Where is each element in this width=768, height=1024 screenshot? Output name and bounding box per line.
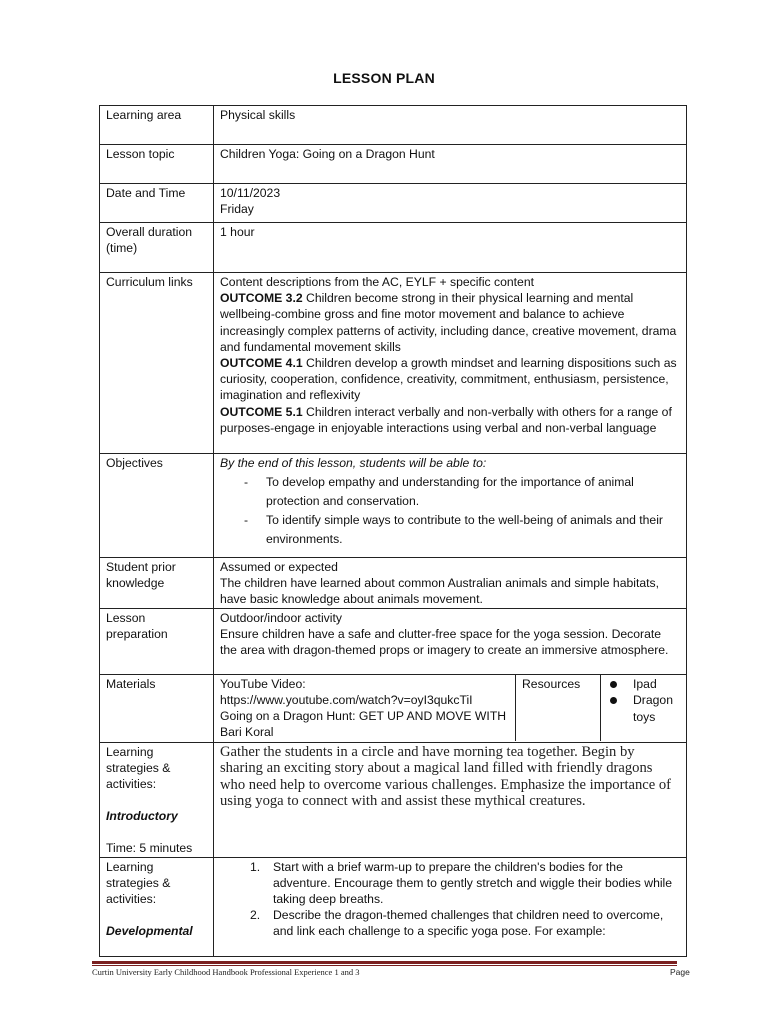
preparation-line1: Outdoor/indoor activity (220, 610, 342, 625)
developmental-list (220, 859, 680, 940)
resource-item: Dragon toys (607, 692, 682, 725)
materials-label: Materials (100, 674, 214, 742)
stage-label: Developmental (106, 924, 193, 939)
row-curriculum-links (100, 273, 687, 454)
outcome-text: Children interact verbally and non-verbally with others for a range of purposes-engage in enjoyable interactions using verbal and non-verbal language (220, 404, 672, 435)
row-learning-area (100, 106, 687, 145)
outcome-item (220, 290, 680, 355)
learning-area-label: Learning area (100, 106, 214, 145)
prior-knowledge-content (214, 558, 687, 609)
preparation-content (214, 608, 687, 674)
footer-text: Curtin University Early Childhood Handbook Professional Experience 1 and 3 (92, 967, 360, 977)
date-time-label: Date and Time (100, 184, 214, 223)
row-lesson-topic (100, 145, 687, 184)
duration-label: Overall duration (time) (100, 223, 214, 273)
item-text: Start with a brief warm-up to prepare the children's bodies for the adventure. Encourage them to gently stretch and wiggle their bodies while taking deep breaths. (273, 859, 673, 907)
objective-item: - To identify simple ways to contribute to the well-being of animals and their environments. (220, 511, 680, 549)
video-label: YouTube Video: (220, 676, 306, 691)
prior-knowledge-line1: Assumed or expected (220, 560, 338, 574)
duration-value: 1 hour (214, 223, 687, 273)
row-objectives (100, 454, 687, 558)
lesson-plan-table (99, 105, 687, 957)
strategies-label: Learning strategies & activities: (106, 859, 171, 907)
materials-grid (214, 675, 686, 741)
video-title: Going on a Dragon Hunt: GET UP AND MOVE WITH Bari Koral (220, 709, 507, 740)
introductory-content (214, 742, 687, 857)
objectives-list (220, 473, 680, 549)
date-value: 10/11/2023 (220, 186, 281, 200)
strategies-label: Learning strategies & activities: (106, 744, 171, 792)
learning-area-value: Physical skills (214, 106, 687, 145)
footer-rule (92, 961, 677, 964)
date-time-value (214, 184, 687, 223)
footer-rule-thin (92, 965, 677, 966)
row-developmental (100, 857, 687, 956)
introductory-label (100, 742, 214, 857)
developmental-content (214, 857, 687, 956)
page-title: LESSON PLAN (333, 70, 435, 86)
curriculum-intro: Content descriptions from the AC, EYLF + specific content (220, 275, 534, 289)
objectives-content (214, 454, 687, 558)
stage-label: Introductory (106, 809, 178, 824)
outcome-code: OUTCOME 5.1 (220, 404, 303, 419)
materials-content (214, 674, 687, 742)
prior-knowledge-label: Student prior knowledge (100, 558, 214, 609)
developmental-item (220, 907, 680, 939)
outcome-code: OUTCOME 4.1 (220, 356, 303, 371)
objectives-label: Objectives (100, 454, 214, 558)
time-label: Time: 5 minutes (106, 841, 193, 856)
resources-content (601, 675, 686, 741)
curriculum-content (214, 273, 687, 454)
footer-page-label: Page (670, 967, 690, 977)
prior-knowledge-line2: The children have learned about common Australian animals and simple habitats, have basic knowledge about animals movement. (220, 576, 659, 607)
outcome-text: Children develop a growth mindset and learning dispositions such as curiosity, cooperation, confidence, creativity, commitment, enthusiasm, persistence, imagination and reflexivity (220, 356, 677, 403)
item-text: Describe the dragon-themed challenges that children need to overcome, and link each challenge to a specific yoga pose. For example: (273, 908, 664, 939)
day-value: Friday (220, 202, 254, 217)
developmental-item (220, 859, 680, 908)
preparation-label: Lesson preparation (100, 608, 214, 674)
lesson-topic-label: Lesson topic (100, 145, 214, 184)
preparation-line2: Ensure children have a safe and clutter-free space for the yoga session. Decorate the area with dragon-themed props or imagery to create an immersive atmosphere. (220, 626, 669, 658)
resources-list (607, 676, 682, 726)
row-materials (100, 674, 687, 742)
row-introductory (100, 742, 687, 857)
objective-item: - To develop empathy and understanding for the importance of animal protection and conservation. (220, 473, 680, 511)
row-lesson-preparation (100, 608, 687, 674)
video-reference (214, 675, 516, 741)
curriculum-label: Curriculum links (100, 273, 214, 454)
outcome-text: Children become strong in their physical learning and mental wellbeing-combine gross and fine motor movement and balance to achieve increasingly complex patterns of activity, including dance, creative movement, drama and fundamental movement skills (220, 291, 677, 354)
lesson-topic-value: Children Yoga: Going on a Dragon Hunt (214, 145, 687, 184)
developmental-label (100, 857, 214, 956)
objectives-intro: By the end of this lesson, students will be able to: (220, 456, 487, 470)
resource-item: Ipad (607, 676, 682, 693)
outcome-code: OUTCOME 3.2 (220, 291, 303, 306)
item-number: 2. (250, 908, 261, 923)
outcome-item (220, 355, 680, 404)
row-date-time (100, 184, 687, 223)
row-duration (100, 223, 687, 273)
video-url-link[interactable]: https://www.youtube.com/watch?v=oyI3qukcTiI (220, 692, 473, 707)
resources-label: Resources (516, 675, 601, 741)
row-prior-knowledge (100, 558, 687, 609)
introductory-text: Gather the students in a circle and have morning tea together. Begin by sharing an exciting story about a magical land filled with friendly dragons who need help to overcome various challenges. Emphasize the importance of using yoga to connect with and assist these mythical creatures. (220, 743, 672, 810)
outcome-item (220, 404, 680, 436)
item-number: 1. (250, 859, 261, 874)
